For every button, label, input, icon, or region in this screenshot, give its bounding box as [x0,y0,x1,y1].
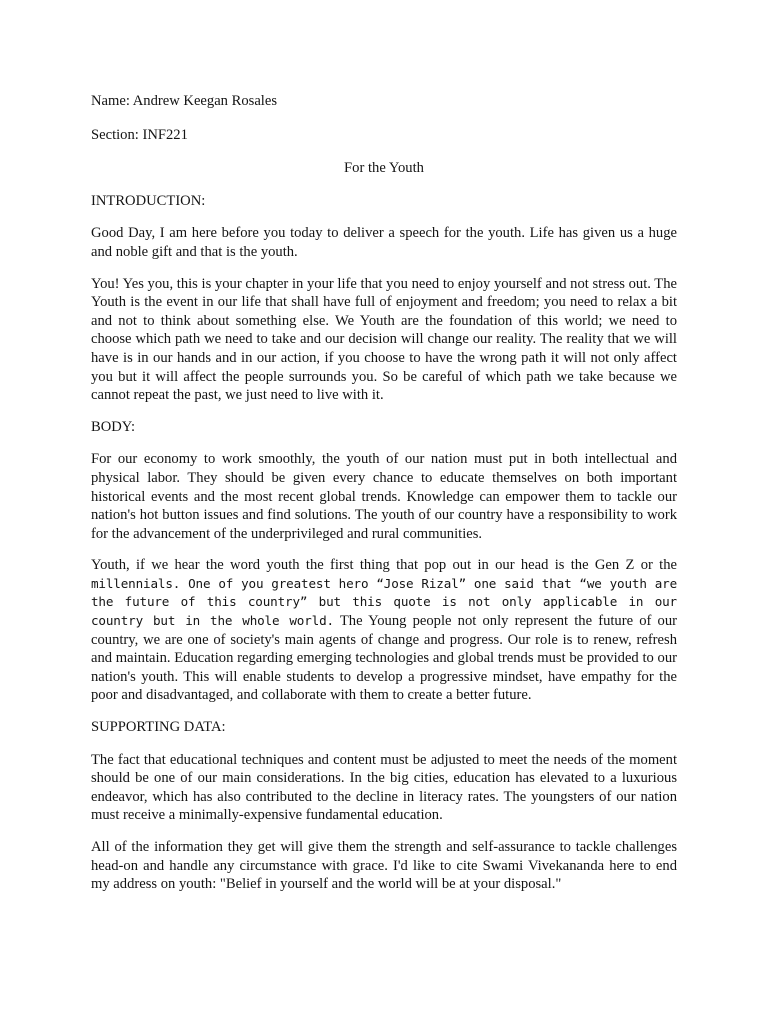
rizal-quote-passage: millennials. One of you greatest hero “Jose Rizal” one said that “we youth are the future of this country” but this quote is not only applicable in our country but in the whole world. [91,575,677,629]
name-line: Name: Andrew Keegan Rosales [91,93,278,109]
supporting-data-paragraph-2: All of the information they get will give them the strength and self-assurance to tackle challenges head-on and handle any circumstance with grace. I'd like to cite Swami Vivekananda here to end my address on youth: "Belief in yourself and the world will be at your disposal." [91,839,677,893]
introduction-paragraph-1: Good Day, I am here before you today to deliver a speech for the youth. Life has given us a huge and noble gift and that is the youth. [91,225,677,260]
introduction-heading: INTRODUCTION: [91,192,206,209]
introduction-paragraph-2: You! Yes you, this is your chapter in your life that you need to enjoy yourself and not stress out. The Youth is the event in our life that shall have full of enjoyment and freedom; you need to relax a bit and not to think about something else. We Youth are the foundation of this world; we need to choose which path we need to take and our decision will change our reality. The reality that we will have is in our hands and in our action, if you choose to have the wrong path it will not only affect you but it will affect the people surrounds you. So be careful of which path we take because we cannot repeat the past, we just need to live with it. [91,275,677,404]
document-content [91,92,677,907]
body-paragraph-2-end: The Young people not only represent the future of our country, we are one of society's main agents of change and progress. Our role is to renew, refresh and maintain. Education regarding emerging technologies and global trends must be provided to our nation's youth. This will enable students to develop a progressive mindset, have empathy for the poor and disadvantaged, and collaborate with them to create a better future. [91,613,677,704]
section-line: Section: INF221 [91,126,188,143]
supporting-data-heading: SUPPORTING DATA: [91,719,226,736]
document-title: For the Youth [344,160,424,177]
body-paragraph-2 [91,556,677,705]
body-paragraph-1: For our economy to work smoothly, the youth of our nation must put in both intellectual and physical labor. They should be given every chance to educate themselves on both important historical events and the most recent global trends. Knowledge can empower them to tackle our nation's hot button issues and find solutions. The youth of our country have a responsibility to work for the advancement of the underprivileged and rural communities. [91,451,677,542]
body-paragraph-2-start: Youth, if we hear the word youth the first thing that pop out in our head is the Gen Z or the [91,557,677,574]
supporting-data-paragraph-1: The fact that educational techniques and content must be adjusted to meet the needs of the moment should be one of our main considerations. In the big cities, education has elevated to a luxurious endeavor, which has also contributed to the decline in literacy rates. The youngsters of our nation must receive a minimally-expensive fundamental education. [91,751,677,824]
body-heading: BODY: [91,418,136,435]
